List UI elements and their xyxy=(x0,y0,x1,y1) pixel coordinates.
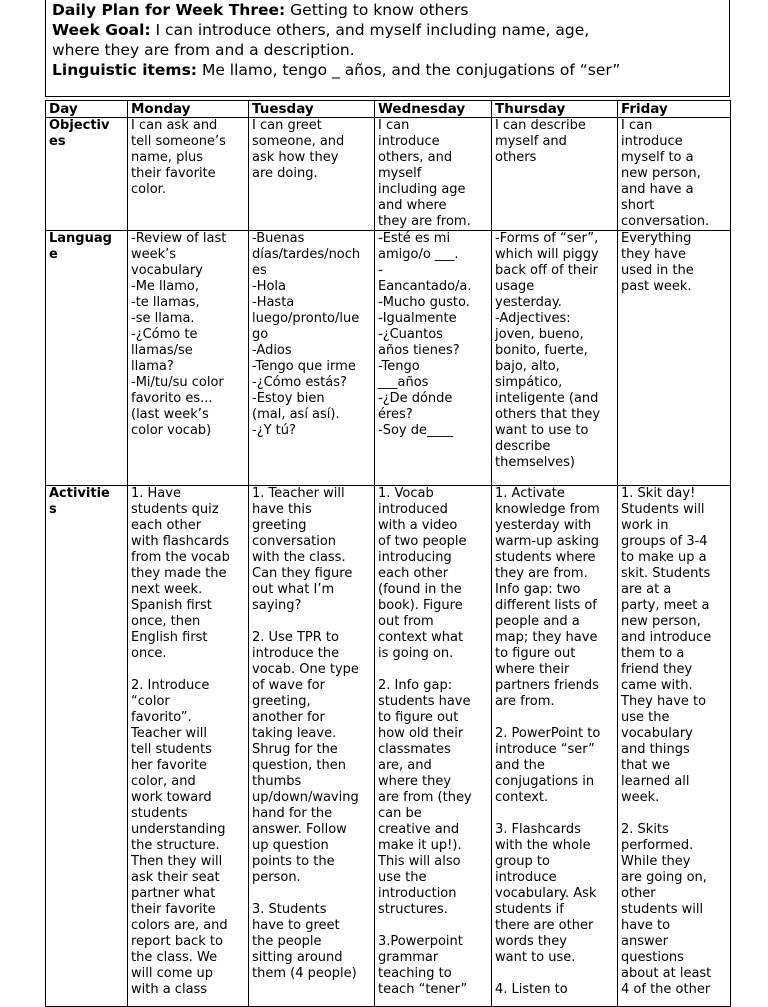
table-row-activities xyxy=(46,486,731,1007)
language-tuesday: -Buenas días/tardes/noch es -Hola -Hasta luego/pronto/lue go -Adios -Tengo que irme -¿Cómo estás? -Estoy bien (mal, así así). -¿Y tú? xyxy=(249,231,375,486)
language-wednesday: -Esté es mi amigo/o ___. - Eancantado/a. -Mucho gusto. -Igualmente -¿Cuantos años tienes? -Tengo ___años -¿De dónde éres? -Soy de____ xyxy=(375,231,492,486)
goal-text-1: I can introduce others, and myself including name, age, xyxy=(150,21,590,39)
col-wednesday: Wednesday xyxy=(375,101,492,118)
col-monday: Monday xyxy=(128,101,249,118)
plan-table xyxy=(45,100,731,1007)
plan-header xyxy=(45,0,730,97)
goal-label: Week Goal: xyxy=(52,21,151,39)
objectives-tuesday: I can greet someone, and ask how they are doing. xyxy=(249,118,375,231)
ling-label: Linguistic items: xyxy=(52,61,198,79)
activities-friday: 1. Skit day! Students will work in groups of 3-4 to make up a skit. Students are at a party, meet a new person, and introduce them to a friend they came with. They have to use the vocabulary and things that we learned all week. 2. Skits performed. While they are going on, other students will have to answer questions about at least 4 of the other xyxy=(618,486,731,1007)
activities-monday: 1. Have students quiz each other with flashcards from the vocab they made the next week. Spanish first once, then English first once. 2. Introduce “color favorito”. Teacher will tell students her favorite color, and work toward students understanding the structure. Then they will ask their seat partner what their favorite colors are, and report back to the class. We will come up with a class xyxy=(128,486,249,1007)
header-linguistic-line xyxy=(52,60,729,80)
ling-text: Me llamo, tengo _ años, and the conjugations of “ser” xyxy=(201,61,621,79)
title-text: Getting to know others xyxy=(290,1,469,19)
table-header-row xyxy=(46,101,731,118)
col-thursday: Thursday xyxy=(492,101,618,118)
activities-wednesday: 1. Vocab introduced with a video of two people introducing each other (found in the book). Figure out from context what is going on. 2. Info gap: students have to figure out how old their classmates are, and where they are from (they can be creative and make it up!). This will also use the introduction structures. 3.Powerpoint grammar teaching to teach “tener” xyxy=(375,486,492,1007)
row-label-objectives: Objectiv es xyxy=(46,118,128,231)
language-monday: -Review of last week’s vocabulary -Me llamo, -te llamas, -se llama. -¿Cómo te llamas/se llama? -Mi/tu/su color favorito es... (last week’s color vocab) xyxy=(128,231,249,486)
col-tuesday: Tuesday xyxy=(249,101,375,118)
col-day: Day xyxy=(46,101,128,118)
goal-text-2: where they are from and a description. xyxy=(52,41,355,59)
objectives-thursday: I can describe myself and others xyxy=(492,118,618,231)
language-thursday: -Forms of “ser”, which will piggy back off of their usage yesterday. -Adjectives: joven, bueno, bonito, fuerte, bajo, alto, simpático, inteligente (and others that they want to use to describe themselves) xyxy=(492,231,618,486)
objectives-monday: I can ask and tell someone’s name, plus their favorite color. xyxy=(128,118,249,231)
language-friday: Everything they have used in the past week. xyxy=(618,231,731,486)
activities-tuesday: 1. Teacher will have this greeting conversation with the class. Can they figure out what I’m saying? 2. Use TPR to introduce the vocab. One type of wave for greeting, another for taking leave. Shrug for the question, then thumbs up/down/waving hand for the answer. Follow up question points to the person. 3. Students have to greet the people sitting around them (4 people) xyxy=(249,486,375,1007)
header-title-line xyxy=(52,0,729,20)
title-label: Daily Plan for Week Three: xyxy=(52,1,286,19)
table-row-objectives xyxy=(46,118,731,231)
document-page xyxy=(45,0,730,1007)
objectives-wednesday: I can introduce others, and myself including age and where they are from. xyxy=(375,118,492,231)
col-friday: Friday xyxy=(618,101,731,118)
activities-thursday: 1. Activate knowledge from yesterday with warm-up asking students where they are from. Info gap: two different lists of people and a map; they have to figure out where their partners friends are from. 2. PowerPoint to introduce “ser” and the conjugations in context. 3. Flashcards with the whole group to introduce vocabulary. Ask students if there are other words they want to use. 4. Listen to xyxy=(492,486,618,1007)
row-label-language: Languag e xyxy=(46,231,128,486)
row-label-activities: Activitie s xyxy=(46,486,128,1007)
header-goal-line xyxy=(52,20,729,40)
table-row-language xyxy=(46,231,731,486)
objectives-friday: I can introduce myself to a new person, and have a short conversation. xyxy=(618,118,731,231)
